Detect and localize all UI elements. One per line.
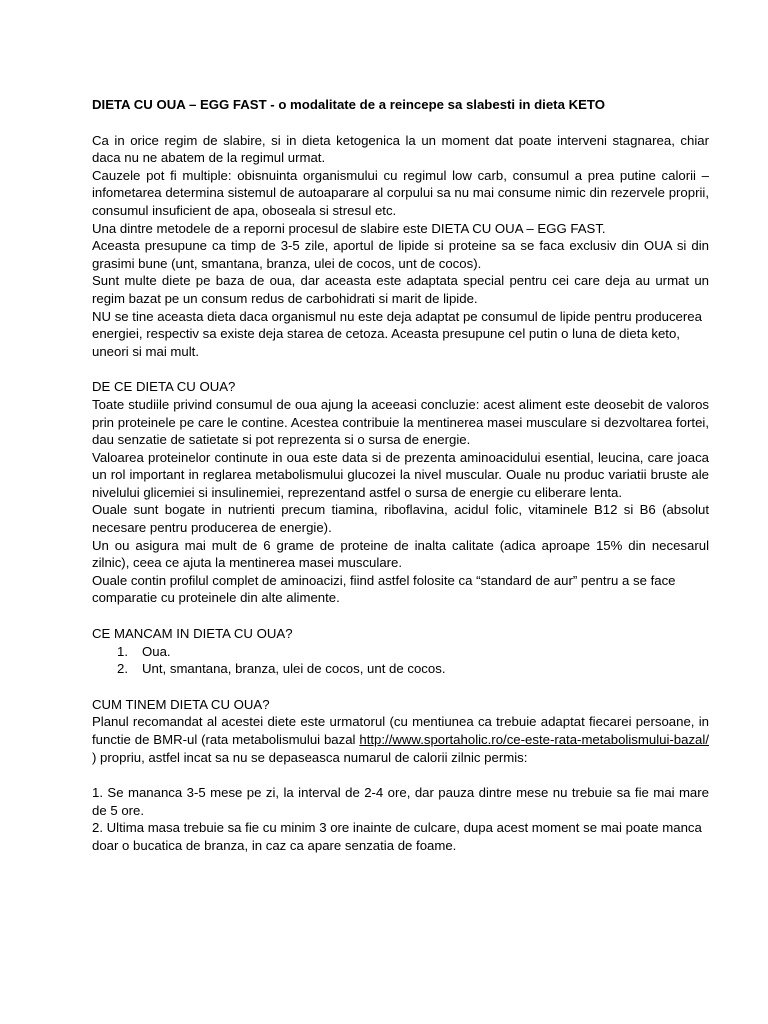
rule-paragraph: 1. Se mananca 3-5 mese pe zi, la interval de 2-4 ore, dar pauza dintre mese nu trebuie sa fie mai mare de 5 ore. <box>92 785 709 818</box>
why-paragraph: Ouale contin profilul complet de aminoacizi, fiind astfel folosite ca “standard de aur” pentru a se face comparatie cu proteinele din alte alimente. <box>92 572 676 606</box>
list-item <box>92 643 709 661</box>
intro-paragraph: Una dintre metodele de a reporni procesul de slabire este DIETA CU OUA – EGG FAST. <box>92 220 606 236</box>
why-paragraph: Un ou asigura mai mult de 6 grame de proteine de inalta calitate (adica aproape 15% din necesarul zilnic), ceea ce ajuta la mentinerea masei musculare. <box>92 537 709 571</box>
why-section <box>92 378 709 607</box>
what-heading: CE MANCAM IN DIETA CU OUA? <box>92 626 293 642</box>
intro-paragraph: NU se tine aceasta dieta daca organismul nu este deja adaptat pe consumul de lipide pentru producerea energiei, respectiv sa existe deja starea de cetoza. Aceasta presupune cel putin o luna de dieta keto, uneori si mai mult. <box>92 308 702 359</box>
plan-text-after: ) propriu, astfel incat sa nu se depaseasca numarul de calorii zilnic permis: <box>92 749 528 765</box>
list-item-number: 1. <box>117 643 128 659</box>
list-item-number: 2. <box>117 661 128 677</box>
intro-paragraph: Cauzele pot fi multiple: obisnuinta organismului cu regimul low carb, consumul a prea putine calorii – infometarea determina sistemul de autoaparare al corpului sa nu mai consume nimic din rezervele proprii, consumul insuficient de apa, oboseala si stresul etc. <box>92 167 709 218</box>
list-item-text: Unt, smantana, branza, ulei de cocos, unt de cocos. <box>142 661 446 677</box>
why-heading: DE CE DIETA CU OUA? <box>92 379 236 395</box>
list-item-text: Oua. <box>142 643 171 659</box>
plan-text-before: Planul recomandat al acestei diete este urmatorul (cu mentiunea ca trebuie adaptat fiecarei persoane, in functie de BMR-ul (rata metabolismului bazal <box>92 714 709 747</box>
why-paragraph: Toate studiile privind consumul de oua ajung la aceeasi concluzie: acest aliment este deosebit de valoros prin proteinele pe care le contine. Acestea contribuie la mentinerea masei musculare si dezvoltarea fortei, dau senzatie de satietate si pot reprezenta si o sursa de energie. <box>92 396 709 448</box>
how-section <box>92 696 709 766</box>
intro-paragraph: Aceasta presupune ca timp de 3-5 zile, aportul de lipide si proteine sa se faca exclusiv din OUA si din grasimi bune (unt, smantana, branza, ulei de cocos, unt de cocos). <box>92 238 709 271</box>
what-section <box>92 625 709 678</box>
list-item <box>92 660 709 678</box>
document-title: DIETA CU OUA – EGG FAST - o modalitate de a reincepe sa slabesti in dieta KETO <box>92 97 605 112</box>
intro-section <box>92 132 709 361</box>
plan-paragraph <box>92 713 709 766</box>
why-paragraph: Valoarea proteinelor continute in oua este data si de prezenta aminoacidului esential, leucina, care joaca un rol important in reglarea metabolismului glucozei la nivel muscular. Ouale nu produc variatii bruste ale nivelului glicemiei si insulinemiei, reprezentand astfel o sursa de energie cu eliberare lenta. <box>92 449 709 500</box>
bmr-link[interactable]: http://www.sportaholic.ro/ce-este-rata-metabolismului-bazal/ <box>359 732 709 747</box>
intro-paragraph: Ca in orice regim de slabire, si in dieta ketogenica la un moment dat poate interveni stagnarea, chiar daca nu ne abatem de la regimul urmat. <box>92 132 709 166</box>
food-list <box>92 643 709 678</box>
how-heading: CUM TINEM DIETA CU OUA? <box>92 696 270 712</box>
rules-section <box>92 784 709 854</box>
why-paragraph: Ouale sunt bogate in nutrienti precum tiamina, riboflavina, acidul folic, vitaminele B12 si B6 (absolut necesare pentru producerea de energie). <box>92 502 709 536</box>
intro-paragraph: Sunt multe diete pe baza de oua, dar aceasta este adaptata special pentru cei care deja au urmat un regim bazat pe un consum redus de carbohidrati si marit de lipide. <box>92 273 709 306</box>
rule-paragraph: 2. Ultima masa trebuie sa fie cu minim 3 ore inainte de culcare, dupa acest moment se mai poate manca doar o bucatica de branza, in caz ca apare senzatia de foame. <box>92 820 702 853</box>
